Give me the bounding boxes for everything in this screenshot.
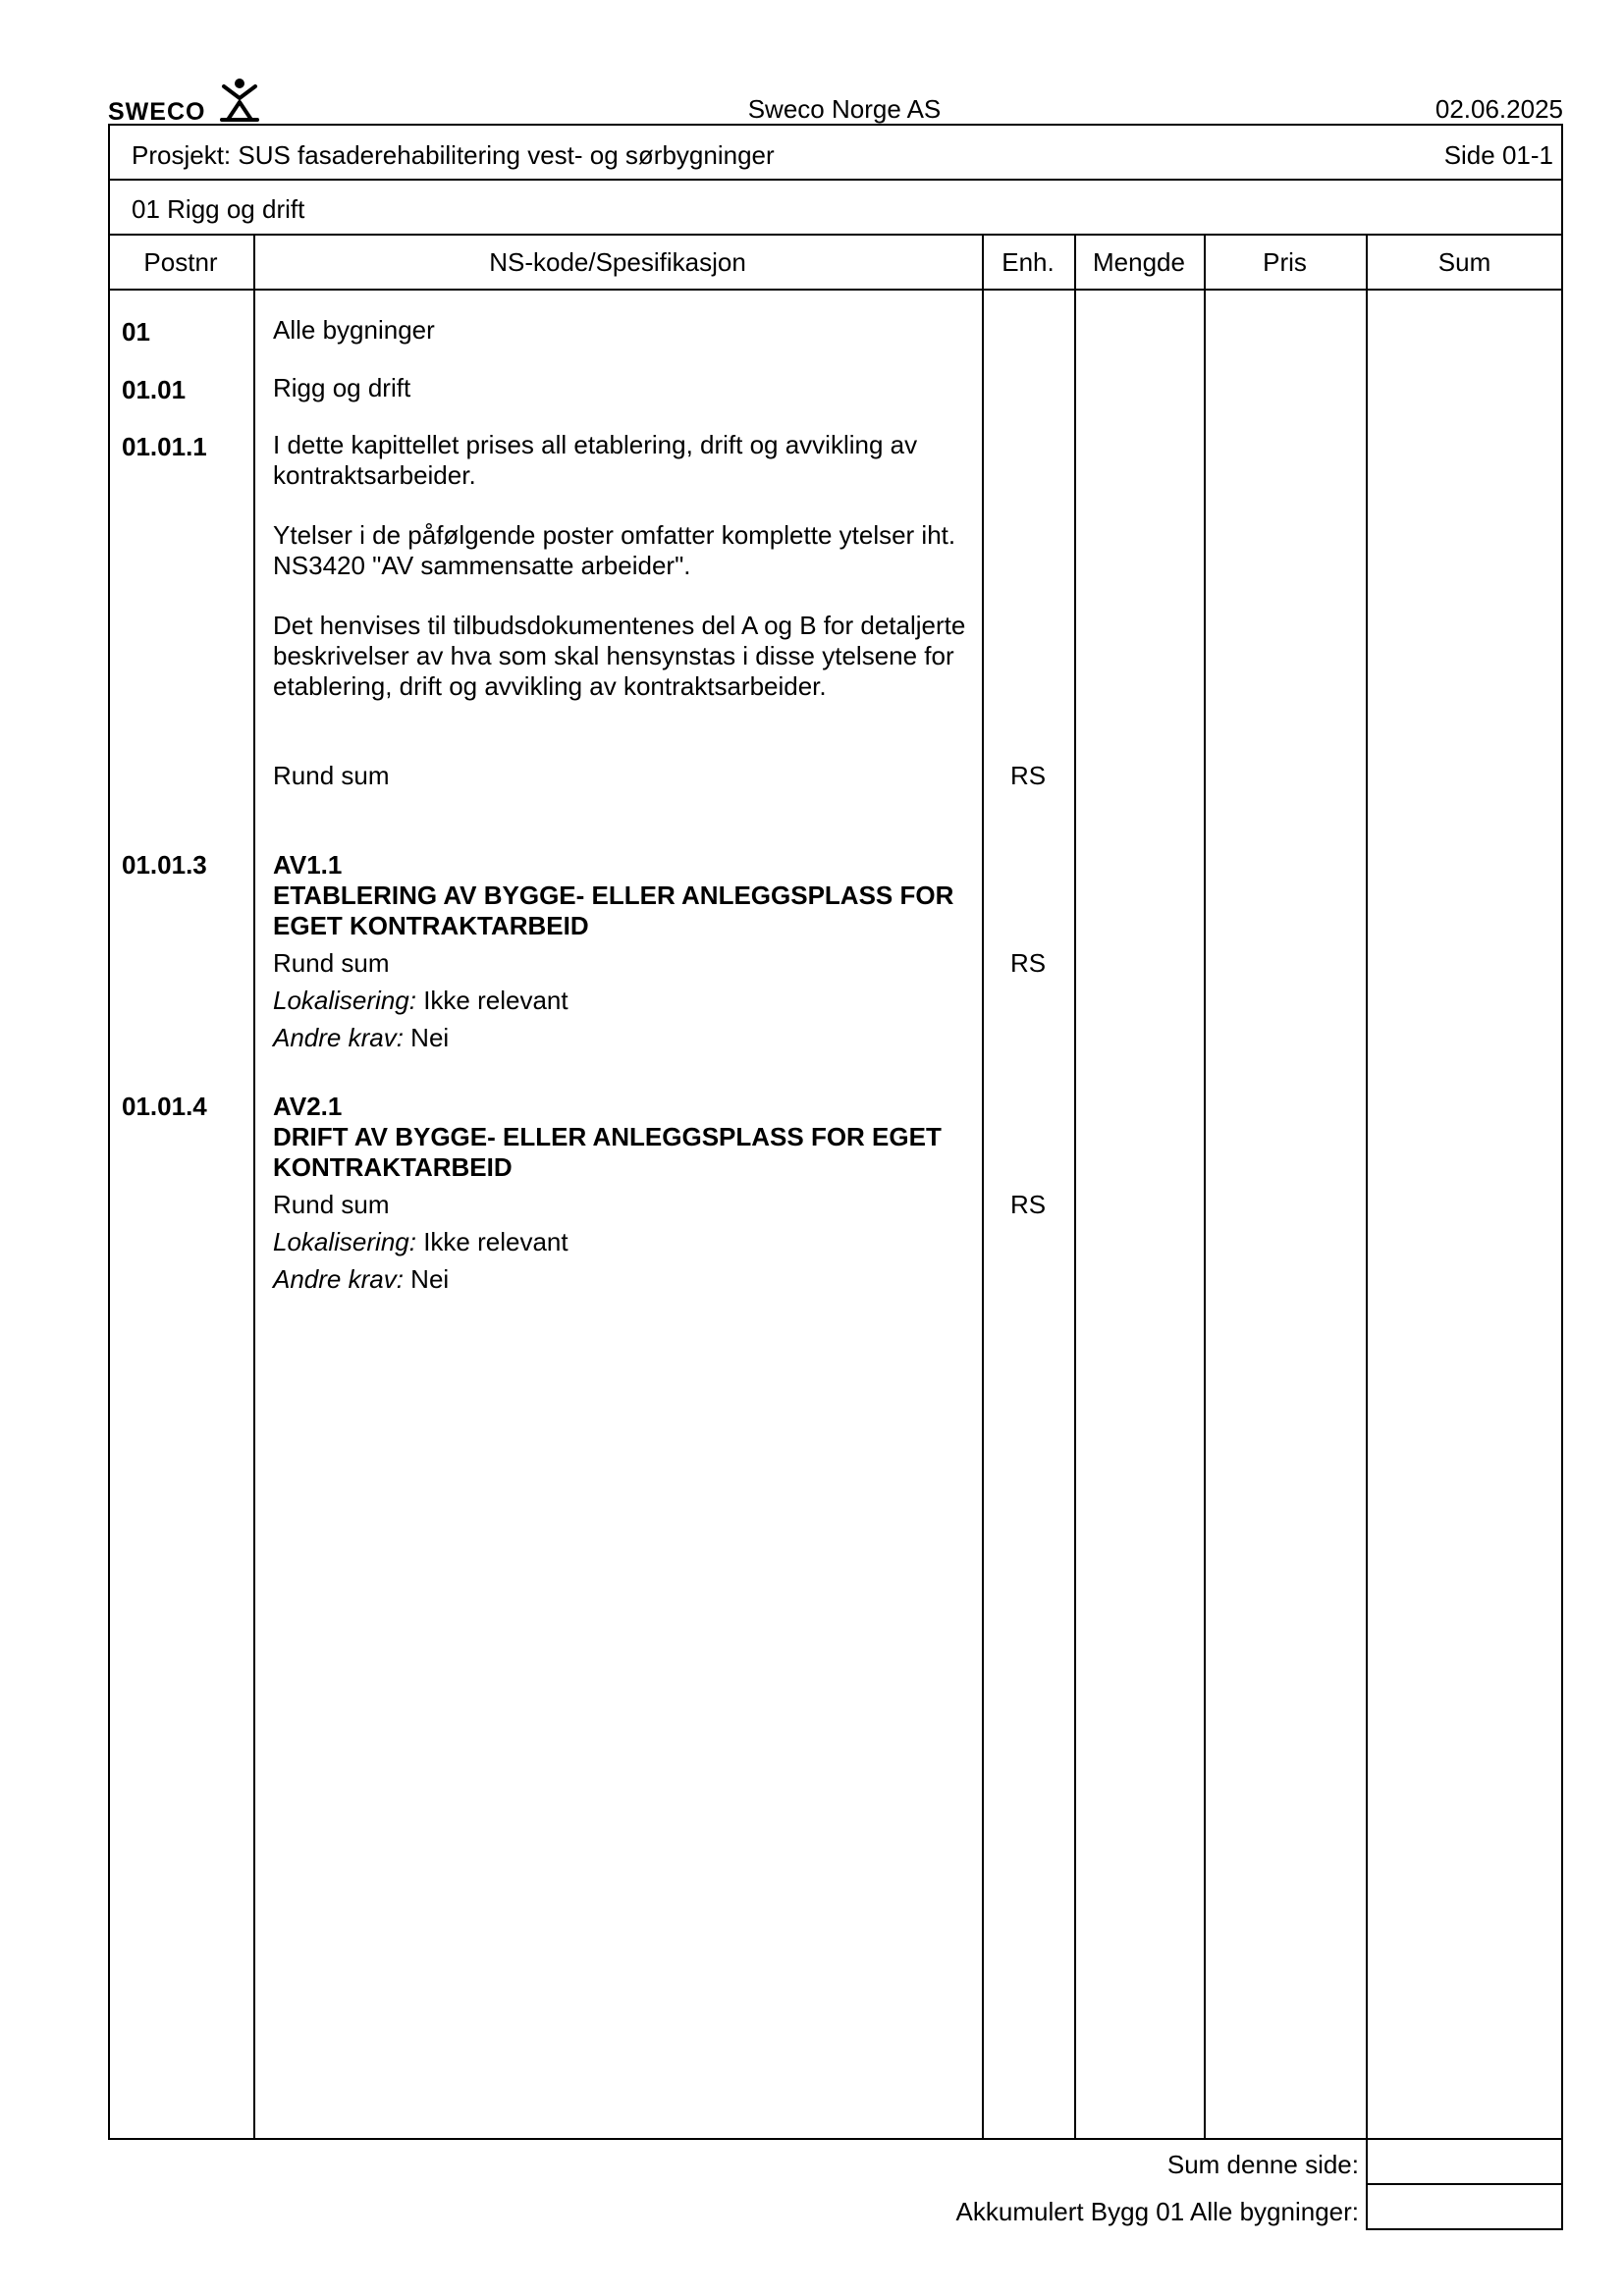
lokalisering-label: Lokalisering: (273, 1227, 416, 1256)
column-header-spec: NS-kode/Spesifikasjon (489, 247, 746, 277)
divider-project (108, 179, 1563, 181)
page-sum-box (1366, 2138, 1563, 2185)
postnr-01-01-3: 01.01.3 (122, 850, 207, 880)
unit-rs: RS (1009, 1190, 1047, 1219)
accumulated-sum-box (1366, 2183, 1563, 2230)
andre-krav-value: Nei (403, 1264, 450, 1294)
lokalisering-value: Ikke relevant (415, 986, 568, 1015)
sweco-logo (108, 77, 265, 126)
logo-text: SWECO (108, 98, 206, 126)
spec-andre-krav (273, 1264, 980, 1295)
unit-rs: RS (1009, 761, 1047, 790)
spec-rund-sum: Rund sum (273, 948, 390, 978)
spec-paragraph-3: Det henvises til tilbudsdokumentenes del A og B for detaljerte beskrivelser av hva som skal hensynstas i disse ytelsene for etablering, drift og avvikling av kontraktsarbeider. (273, 611, 966, 701)
spec-andre-krav (273, 1023, 980, 1053)
col-divider-postnr (253, 234, 255, 2140)
spec-title: DRIFT AV BYGGE- ELLER ANLEGGSPLASS FOR EGET KONTRAKTARBEID (273, 1122, 942, 1182)
spec-lokalisering (273, 986, 980, 1016)
chapter-title: 01 Rigg og drift (132, 194, 305, 224)
accumulated-sum-label: Akkumulert Bygg 01 Alle bygninger: (955, 2197, 1359, 2226)
lokalisering-value: Ikke relevant (415, 1227, 568, 1256)
divider-chapter (108, 234, 1563, 236)
col-divider-unit (1074, 234, 1076, 2140)
column-header-sum: Sum (1437, 247, 1491, 277)
document-date: 02.06.2025 (1435, 94, 1563, 124)
postnr-01-01-1: 01.01.1 (122, 432, 207, 461)
andre-krav-value: Nei (403, 1023, 450, 1052)
column-header-postnr: Postnr (143, 247, 218, 277)
spec-paragraph-2: Ytelser i de påfølgende poster omfatter komplette ytelser iht. NS3420 "AV sammensatte arbeider". (273, 520, 956, 580)
page-number: Side 01-1 (1443, 140, 1553, 170)
spec-rund-sum: Rund sum (273, 761, 390, 790)
column-header-quantity: Mengde (1093, 247, 1185, 277)
spec-lokalisering (273, 1227, 980, 1257)
ns-code: AV1.1 (273, 850, 343, 880)
andre-krav-label: Andre krav: (273, 1023, 404, 1052)
lokalisering-label: Lokalisering: (273, 986, 416, 1015)
ns-code: AV2.1 (273, 1092, 343, 1121)
sweco-figure-icon (216, 77, 263, 124)
column-header-price: Pris (1263, 247, 1307, 277)
col-divider-price (1366, 234, 1368, 2140)
spec-rigg-og-drift: Rigg og drift (273, 373, 411, 402)
col-divider-spec (982, 234, 984, 2140)
column-header-unit: Enh. (1001, 247, 1055, 277)
divider-column-header (108, 289, 1563, 291)
page-sum-label: Sum denne side: (1166, 2150, 1359, 2179)
col-divider-quantity (1204, 234, 1206, 2140)
spec-paragraph-1: I dette kapittellet prises all etablering, drift og avvikling av kontraktsarbeider. (273, 430, 918, 490)
postnr-01-01: 01.01 (122, 375, 187, 404)
spec-rund-sum: Rund sum (273, 1190, 390, 1219)
postnr-01-01-4: 01.01.4 (122, 1092, 207, 1121)
unit-rs: RS (1009, 948, 1047, 978)
spec-title: ETABLERING AV BYGGE- ELLER ANLEGGSPLASS FOR EGET KONTRAKTARBEID (273, 881, 954, 940)
project-title: Prosjekt: SUS fasaderehabilitering vest- og sørbygninger (132, 140, 775, 170)
postnr-01: 01 (122, 317, 150, 347)
andre-krav-label: Andre krav: (273, 1264, 404, 1294)
spec-alle-bygninger: Alle bygninger (273, 315, 435, 345)
company-name: Sweco Norge AS (747, 94, 942, 124)
